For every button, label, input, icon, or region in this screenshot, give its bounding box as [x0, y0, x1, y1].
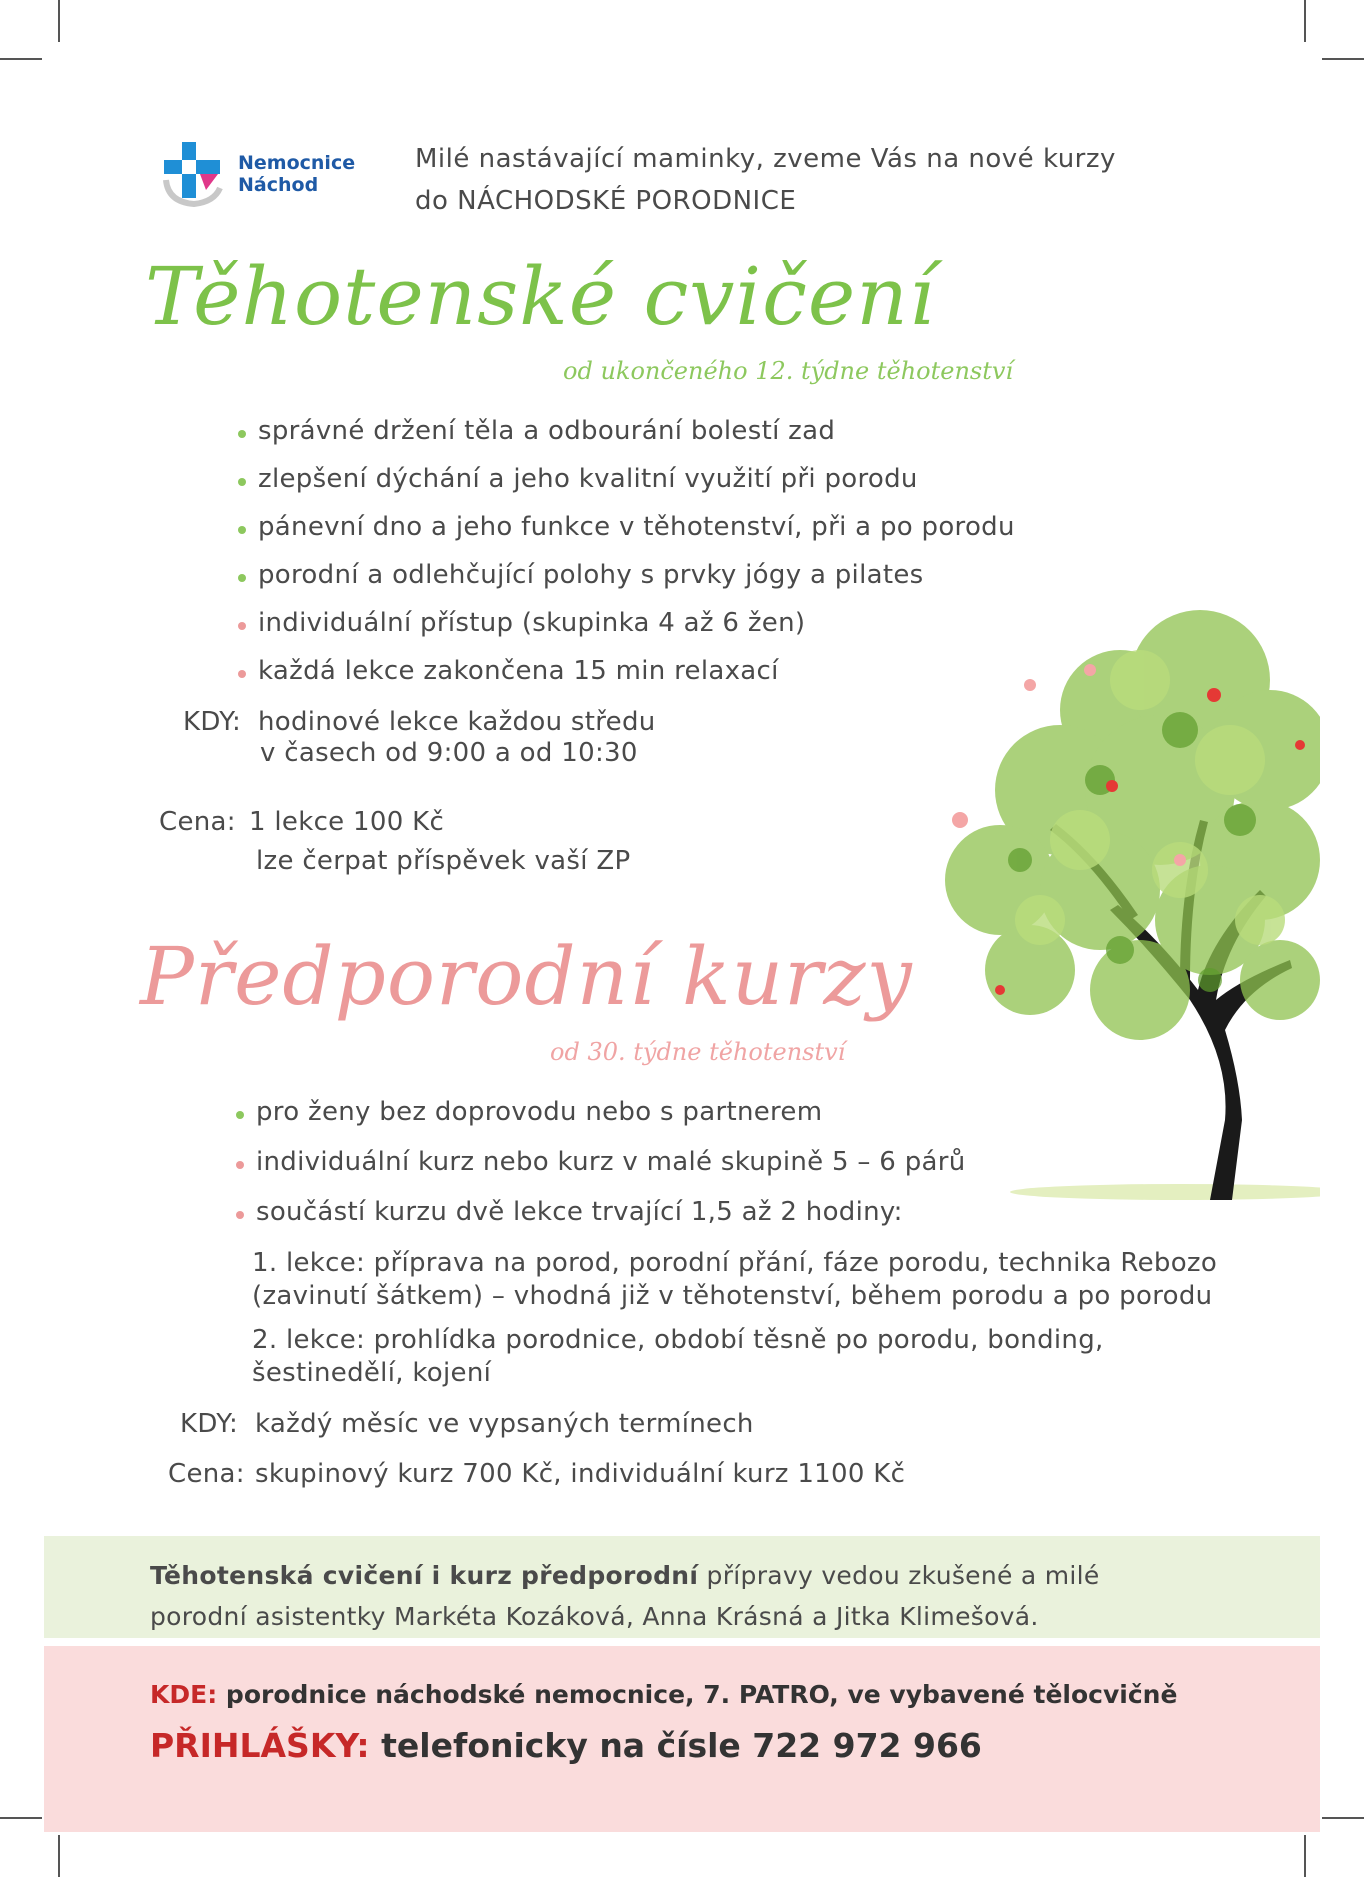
where-label: KDE:: [150, 1680, 218, 1709]
course-bullet-list: [236, 1097, 966, 1247]
course-when-text: každý měsíc ve vypsaných termínech: [255, 1409, 754, 1439]
course-price-label: Cena:: [168, 1459, 245, 1489]
list-item: správné držení těla a odbourání bolestí zad: [238, 416, 1015, 464]
crop-mark: [58, 0, 60, 42]
staff-rest-text: přípravy vedou zkušené a milé: [698, 1561, 1100, 1590]
crop-mark: [1322, 58, 1364, 60]
exercise-when-label: KDY:: [183, 707, 242, 737]
crop-mark: [1322, 1817, 1364, 1819]
list-item: porodní a odlehčující polohy s prvky jógy a pilates: [238, 560, 1015, 608]
list-item: individuální přístup (skupinka 4 až 6 žen): [238, 608, 1015, 656]
lesson2-line2: šestinedělí, kojení: [252, 1358, 492, 1388]
intro-line1: Milé nastávající maminky, zveme Vás na nové kurzy: [415, 144, 1116, 174]
staff-line1: [150, 1555, 1100, 1597]
bullet-dot-icon: [238, 622, 246, 630]
signup-text: telefonicky na čísle 722 972 966: [381, 1726, 982, 1765]
contact-band: [44, 1646, 1320, 1832]
lesson2-line1: 2. lekce: prohlídka porodnice, období těsně po porodu, bonding,: [252, 1325, 1104, 1355]
where-line: [150, 1680, 1177, 1709]
list-item: pánevní dno a jeho funkce v těhotenství, při a po porodu: [238, 512, 1015, 560]
crop-mark: [1304, 0, 1306, 42]
exercise-price-line2: lze čerpat příspěvek vaší ZP: [256, 846, 631, 876]
bullet-dot-icon: [236, 1161, 244, 1169]
exercise-when-line2: v časech od 9:00 a od 10:30: [260, 738, 638, 768]
staff-bold-text: Těhotenská cvičení i kurz předporodní: [150, 1561, 699, 1590]
exercise-title: Těhotenské cvičení: [145, 250, 936, 343]
signup-label: PŘIHLÁŠKY:: [150, 1726, 370, 1765]
lesson1-line1: 1. lekce: příprava na porod, porodní přání, fáze porodu, technika Rebozo: [252, 1248, 1218, 1278]
crop-mark: [0, 1817, 42, 1819]
course-subtitle: od 30. týdne těhotenství: [550, 1038, 846, 1066]
exercise-price-line1: 1 lekce 100 Kč: [249, 807, 445, 837]
where-text: porodnice náchodské nemocnice, 7. PATRO, ve vybavené tělocvičně: [225, 1680, 1178, 1709]
course-title: Předporodní kurzy: [140, 930, 913, 1023]
staff-line2: porodní asistentky Markéta Kozáková, Anna Krásná a Jitka Klimešová.: [150, 1602, 1039, 1631]
logo-text: [238, 152, 355, 196]
crop-mark: [0, 58, 42, 60]
lesson1-line2: (zavinutí šátkem) – vhodná již v těhotenství, během porodu a po porodu: [252, 1281, 1213, 1311]
bullet-dot-icon: [236, 1111, 244, 1119]
signup-line: [150, 1726, 982, 1765]
exercise-when-line1: hodinové lekce každou středu: [258, 707, 656, 737]
bullet-dot-icon: [238, 670, 246, 678]
list-item: zlepšení dýchání a jeho kvalitní využití při porodu: [238, 464, 1015, 512]
course-when-label: KDY:: [180, 1409, 239, 1439]
list-item: pro ženy bez doprovodu nebo s partnerem: [236, 1097, 966, 1147]
list-item: individuální kurz nebo kurz v malé skupině 5 – 6 párů: [236, 1147, 966, 1197]
exercise-subtitle: od ukončeného 12. týdne těhotenství: [563, 357, 1014, 385]
hospital-logo: [160, 138, 390, 210]
bullet-dot-icon: [238, 478, 246, 486]
intro-text: [415, 138, 1116, 222]
bullet-dot-icon: [238, 430, 246, 438]
list-item: každá lekce zakončena 15 min relaxací: [238, 656, 1015, 704]
staff-band: [44, 1536, 1320, 1638]
list-item: součástí kurzu dvě lekce trvající 1,5 až 2 hodiny:: [236, 1197, 966, 1247]
crop-mark: [1304, 1835, 1306, 1877]
intro-line2: do NÁCHODSKÉ PORODNICE: [415, 186, 797, 216]
bullet-dot-icon: [236, 1211, 244, 1219]
crop-mark: [58, 1835, 60, 1877]
logo-line1: Nemocnice: [238, 152, 356, 174]
bullet-dot-icon: [238, 526, 246, 534]
cross-logo-icon: [160, 138, 228, 210]
bullet-dot-icon: [238, 574, 246, 582]
exercise-price-label: Cena:: [159, 807, 236, 837]
logo-line2: Náchod: [238, 174, 319, 196]
course-price-text: skupinový kurz 700 Kč, individuální kurz 1100 Kč: [255, 1459, 906, 1489]
